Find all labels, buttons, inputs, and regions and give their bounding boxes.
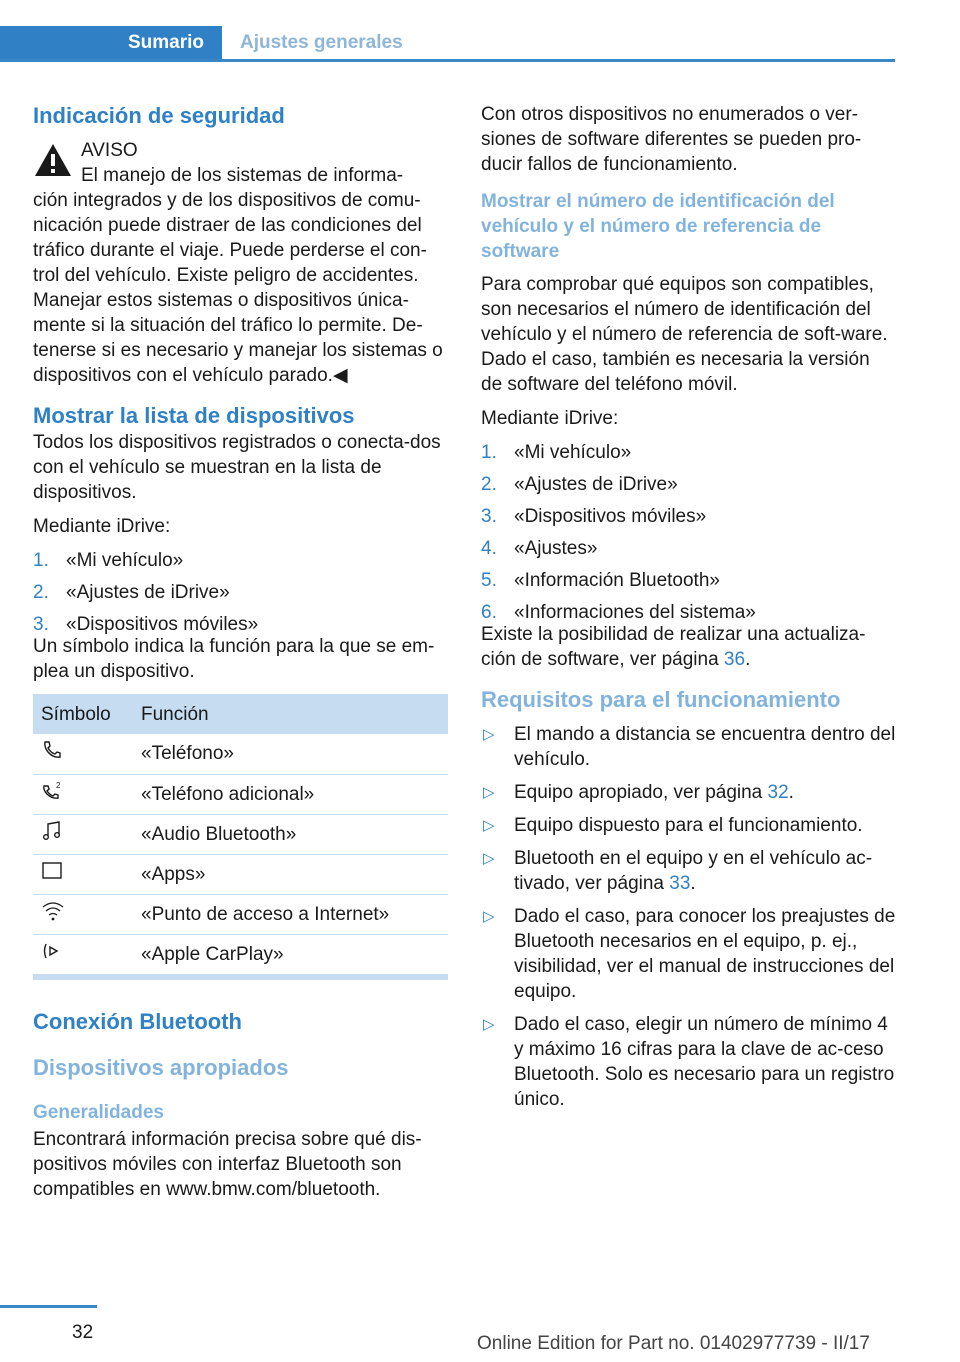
list-item: 1. «Mi vehículo» xyxy=(33,550,184,571)
list-item: 2. «Ajustes de iDrive» xyxy=(33,582,230,603)
phone-icon xyxy=(41,739,63,761)
carplay-play-icon xyxy=(41,940,63,962)
requirements-list xyxy=(481,722,896,1112)
table-bottom-bar xyxy=(33,975,448,980)
device-list-text: Todos los dispositivos registrados o conecta‐dos con el vehículo se muestran en la lista de dispositivos. xyxy=(33,432,441,503)
list-item: 2. «Ajustes de iDrive» xyxy=(481,474,678,495)
table-row: 2 «Teléfono adicional» xyxy=(33,774,448,814)
heading-requirements: Requisitos para el funcionamiento xyxy=(481,687,841,712)
footer-rule xyxy=(0,1305,97,1308)
page-link-36[interactable]: 36 xyxy=(723,649,746,670)
edition-text: Online Edition for Part no. 01402977739 - II/17 xyxy=(477,1333,870,1354)
idrive-label-right: Mediante iDrive: xyxy=(481,408,619,429)
page-link-32[interactable]: 32 xyxy=(767,782,789,803)
heading-vin: Mostrar el número de identificación del vehículo y el número de referencia de software xyxy=(481,191,835,262)
table-row: «Apps» xyxy=(33,854,448,894)
list-item: 1. «Mi vehículo» xyxy=(481,442,632,463)
list-item: 5. «Información Bluetooth» xyxy=(481,570,720,591)
phone-secondary-icon xyxy=(41,780,65,802)
list-item: 3. «Dispositivos móviles» xyxy=(481,506,707,527)
warning-block xyxy=(33,138,448,388)
right-steps xyxy=(481,440,896,625)
table-header-row xyxy=(33,694,448,734)
list-item: ▷ Dado el caso, para conocer los preajustes de Bluetooth necesarios en el equipo, p. ej., visibilidad, ver el manual de instrucciones del equipo. xyxy=(483,906,896,1002)
page-number: 32 xyxy=(72,1322,94,1343)
page-link-33[interactable]: 33 xyxy=(669,873,691,894)
wifi-hotspot-icon xyxy=(41,900,65,922)
warning-title: AVISO xyxy=(81,140,138,161)
list-item: ▷ Bluetooth en el equipo y en el vehículo ac‐tivado, ver página 33. xyxy=(483,848,873,894)
vin-text: Para comprobar qué equipos son compatibles, son necesarios el número de identificación del vehículo y el número de referencia de soft‐ware. Dado el caso, también es necesaria la versión de software del teléfono móvil. xyxy=(481,274,888,395)
table-row: «Punto de acceso a Internet» xyxy=(33,894,448,934)
col-function: Función xyxy=(141,703,209,725)
svg-text:2: 2 xyxy=(56,780,61,790)
list-item: 3. «Dispositivos móviles» xyxy=(33,614,259,635)
table-row: «Apple CarPlay» xyxy=(33,934,448,974)
tab-ajustes-generales[interactable]: Ajustes generales xyxy=(240,32,403,53)
header-bar xyxy=(0,26,895,62)
right-column xyxy=(481,102,896,1120)
list-item: ▷ Dado el caso, elegir un número de mínimo 4 y máximo 16 cifras para la clave de ac‐ceso Bluetooth. Solo es necesario para un registro único. xyxy=(483,1014,895,1110)
heading-bluetooth: Conexión Bluetooth xyxy=(33,1008,242,1034)
list-item: 6. «Informaciones del sistema» xyxy=(481,602,756,623)
other-devices-text: Con otros dispositivos no enumerados o ver‐siones de software diferentes se pueden pro‐ducir fallos de funcionamiento. xyxy=(481,104,862,175)
col-symbol: Símbolo xyxy=(41,703,111,725)
heading-general: Generalidades xyxy=(33,1101,164,1123)
apps-square-icon xyxy=(41,860,63,882)
symbol-text: Un símbolo indica la función para la que se em‐plea un dispositivo. xyxy=(33,636,435,682)
list-item: ▷ El mando a distancia se encuentra dentro del vehículo. xyxy=(483,724,896,770)
warning-text: ción integrados y de los dispositivos de comu‐nicación puede distraer de las condiciones del tráfico durante el viaje. Puede perderse el con‐trol del vehículo. Existe peligro de accidentes. Manejar estos sistemas o dispositivos única‐mente si la situación del tráfico lo permite. De‐tenerse si es necesario y manejar los sistemas o dispositivos con el vehículo parado.◀ xyxy=(33,190,443,386)
general-text: Encontrará información precisa sobre qué dis‐positivos móviles con interfaz Bluetooth son compatibles en www.bmw.com/bluetooth. xyxy=(33,1128,422,1200)
warning-first-line: El manejo de los sistemas de informa‐ xyxy=(81,165,404,186)
left-steps xyxy=(33,548,448,637)
heading-suitable-devices: Dispositivos apropiados xyxy=(33,1054,289,1080)
left-column xyxy=(33,102,448,1211)
table-row: «Audio Bluetooth» xyxy=(33,814,448,854)
table-row: «Teléfono» xyxy=(33,734,448,774)
heading-device-list: Mostrar la lista de dispositivos xyxy=(33,403,355,428)
update-text: Existe la posibilidad de realizar una actualiza‐ción de software, ver página 36. xyxy=(481,624,866,670)
tab-sumario[interactable]: Sumario xyxy=(0,26,222,59)
music-note-icon xyxy=(41,820,63,842)
idrive-label: Mediante iDrive: xyxy=(33,516,171,537)
list-item: ▷ Equipo dispuesto para el funcionamiento. xyxy=(483,815,863,836)
warning-triangle-icon xyxy=(33,142,73,178)
list-item: 4. «Ajustes» xyxy=(481,538,598,559)
heading-safety: Indicación de seguridad xyxy=(33,103,285,128)
symbol-table xyxy=(33,694,448,975)
list-item: ▷ Equipo apropiado, ver página 32. xyxy=(483,782,794,803)
